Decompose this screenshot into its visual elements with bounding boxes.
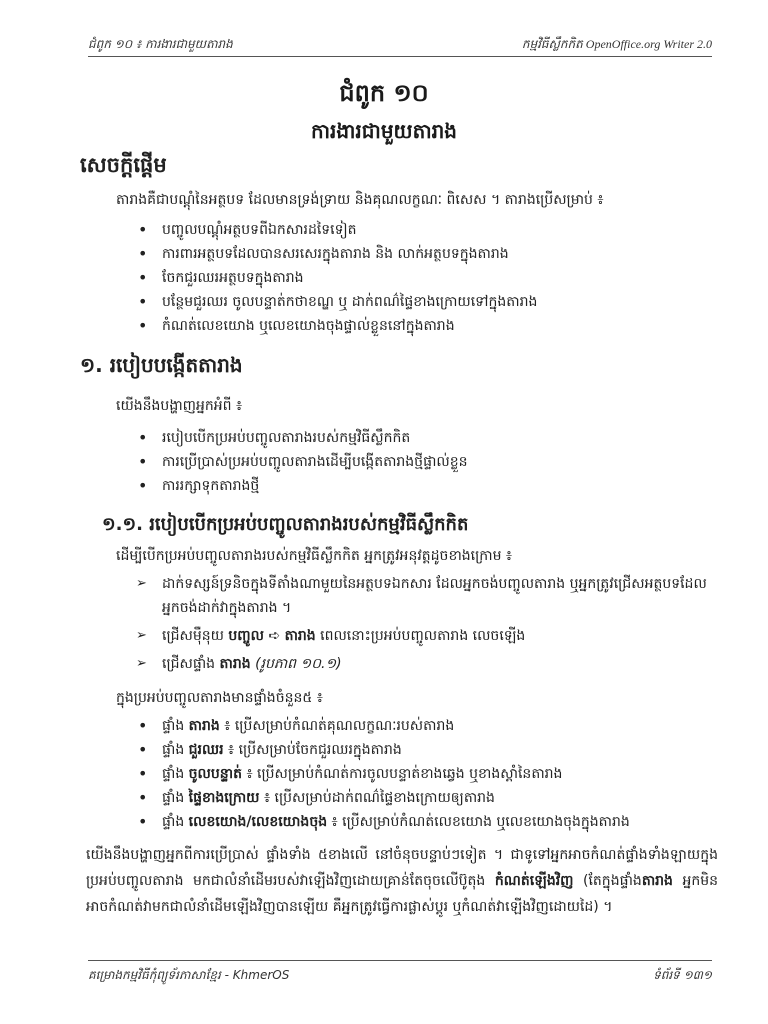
tab-desc: ៖ ប្រើសម្រាប់ដាក់ពណ៌ផ្ទៃខាងក្រោយឲ្យតារាង	[263, 790, 495, 806]
list-item: • ចែកជួរឈរអត្ថបទក្នុងតារាង	[138, 266, 537, 290]
list-item	[138, 810, 738, 834]
step-item	[136, 652, 716, 676]
tab-desc: ៖ ប្រើសម្រាប់កំណត់លេខយោង ឬលេខយោងចុងក្នុងតារាង	[331, 814, 630, 830]
chapter-number: ជំពូក ១០	[339, 79, 429, 107]
list-item	[138, 738, 738, 762]
step-item	[136, 624, 716, 648]
running-footer	[88, 960, 712, 985]
closing-paragraph	[86, 842, 718, 920]
tab-name: ជួរឈរ	[188, 742, 224, 758]
list-item	[138, 762, 738, 786]
section-1-1-heading: ១.១. របៀបបើកប្រអប់បញ្ចូលតារាងរបស់កម្មវិធីស្លឹកកិត	[102, 514, 469, 535]
tab-desc: ៖ ប្រើសម្រាប់កំណត់ការចូលបន្ទាត់ខាងឆ្វេង ឬខាងស្តាំនៃតារាង	[246, 766, 563, 782]
tab-prefix: ផ្ទាំង	[162, 790, 185, 806]
menu-arrow-icon: ➪	[268, 628, 281, 644]
list-item	[138, 714, 738, 738]
step-item	[136, 572, 716, 620]
list-item: • បន្ថែមជួរឈរ ចូលបន្ទាត់កថាខណ្ឌ ឬ ដាក់ពណ៌ផ្ទៃខាងក្រោយទៅក្នុងតារាង	[138, 290, 537, 314]
header-app-label: កម្មវិធីស្លឹកកិត OpenOffice.org Writer 2.0	[521, 37, 712, 51]
page-number: ទំព័រទី ១៣១	[653, 968, 712, 982]
closing-part-1: យើងនឹងបង្ហាញអ្នកពីការប្រើប្រាស់ ផ្ទាំងទាំង ៥ខាងលើ នៅចំនុចបន្ទាប់ៗទៀត ។ ជាទូទៅអ្នកអាចកំណត់ផ្ទាំងទាំងឡាយក្នុងប្រអប់បញ្ចូលតារាង មកជាលំនាំដើមរបស់វាឡើងវិញដោយគ្រាន់តែចុចលើប៊ូតុង	[86, 847, 718, 889]
list-item: • ការពារអត្ថបទដែលបានសរសេរក្នុងតារាង និង លាក់អត្ថបទក្នុងតារាង	[138, 242, 537, 266]
tab-name: តារាង	[188, 718, 220, 734]
tab-prefix: ផ្ទាំង	[162, 742, 185, 758]
tab-desc: ៖ ប្រើសម្រាប់កំណត់គុណលក្ខណៈរបស់តារាង	[224, 718, 455, 734]
closing-part-2: (តែក្នុងផ្ទាំង	[583, 873, 642, 889]
intro-heading: សេចក្តីផ្តើម	[80, 153, 167, 177]
step-3-prefix: ជ្រើសផ្ទាំង	[162, 656, 216, 672]
list-item: • របៀបបើកប្រអប់បញ្ចូលតារាងរបស់កម្មវិធីស្លឹកកិត	[138, 426, 468, 450]
tab-name: ផ្ទៃខាងក្រោយ	[188, 790, 260, 806]
running-header	[88, 34, 712, 57]
figure-reference: (រូបភាព ១០.១)	[255, 656, 342, 672]
reset-button-label: កំណត់ឡើងវិញ	[494, 873, 574, 889]
section-1-1-paragraph: ដើម្បីបើកប្រអប់បញ្ចូលតារាងរបស់កម្មវិធីស្លឹកកិត អ្នកត្រូវអនុវត្តដូចខាងក្រោម ៖	[116, 548, 513, 564]
list-item: • ការរក្សាទុកតារាងថ្មី	[138, 474, 468, 498]
list-item: • ការប្រើប្រាស់ប្រអប់បញ្ចូលតារាងដើម្បីបង្កើតតារាងថ្មីផ្ទាល់ខ្លួន	[138, 450, 468, 474]
list-item: • កំណត់លេខយោង ឬលេខយោងចុងផ្ទាល់ខ្លួននៅក្នុងតារាង	[138, 314, 537, 338]
step-1-text: ដាក់ទស្សន៍ទ្រនិចក្នុងទីតាំងណាមួយនៃអត្ថបទឯកសារ ដែលអ្នកចង់បញ្ចូលតារាង ឬអ្នកត្រូវជ្រើសអត្ថបទដែលអ្នកចង់ដាក់វាក្នុងតារាង ។	[162, 576, 707, 616]
header-chapter-label: ជំពូក ១០ ៖ ការងារជាមួយតារាង	[88, 37, 233, 51]
steps-list	[136, 572, 716, 680]
list-item: • បញ្ចូលបណ្តុំអត្ថបទពីឯកសារដទៃទៀត	[138, 218, 537, 242]
list-item	[138, 786, 738, 810]
step-2-prefix: ជ្រើសម៉ឺនុយ	[162, 628, 224, 644]
intro-bullet-list	[138, 218, 537, 338]
closing-table-label: តារាង	[641, 873, 673, 889]
tab-name: ចូលបន្ទាត់	[188, 766, 242, 782]
tab-prefix: ផ្ទាំង	[162, 766, 185, 782]
insert-menu-label: បញ្ចូល	[228, 628, 264, 644]
tab-name: លេខយោង/លេខយោងចុង	[188, 814, 328, 830]
table-tab-label: តារាង	[219, 656, 251, 672]
table-menu-item-label: តារាង	[284, 628, 316, 644]
step-2-suffix: ពេលនោះប្រអប់បញ្ចូលតារាង លេចឡើង	[320, 628, 526, 644]
section-1-paragraph: យើងនឹងបង្ហាញអ្នកអំពី ៖	[116, 398, 243, 414]
footer-project-label: គម្រោងកម្មវិធីកុំព្យូទ័រភាសាខ្មែរ - KhmerOS	[88, 968, 290, 982]
section-1-heading: ១. របៀបបង្កើតតារាង	[80, 353, 243, 377]
tabs-bullet-list	[138, 714, 738, 834]
tab-prefix: ផ្ទាំង	[162, 718, 185, 734]
intro-paragraph: តារាងគឺជាបណ្តុំនៃអត្ថបទ ដែលមានទ្រង់ទ្រាយ និងគុណលក្ខណៈ ពិសេស ។ តារាងប្រើសម្រាប់ ៖	[116, 192, 604, 208]
tabs-intro: ក្នុងប្រអប់បញ្ចូលតារាងមានផ្ទាំងចំនួន៥ ៖	[116, 690, 323, 706]
section-1-bullet-list	[138, 426, 468, 498]
tab-prefix: ផ្ទាំង	[162, 814, 185, 830]
closing-part-3: អ្នកមិនអាចកំណត់វាមកជាលំនាំដើមឡើងវិញបានឡើយ គឺអ្នកត្រូវធ្វើការផ្លាស់ប្តូរ ឬកំណត់វាឡើងវិញដោយដៃ) ។	[86, 873, 718, 915]
tab-desc: ៖ ប្រើសម្រាប់ចែកជួរឈរក្នុងតារាង	[228, 742, 402, 758]
chapter-title: ការងារជាមួយតារាង	[311, 119, 457, 143]
